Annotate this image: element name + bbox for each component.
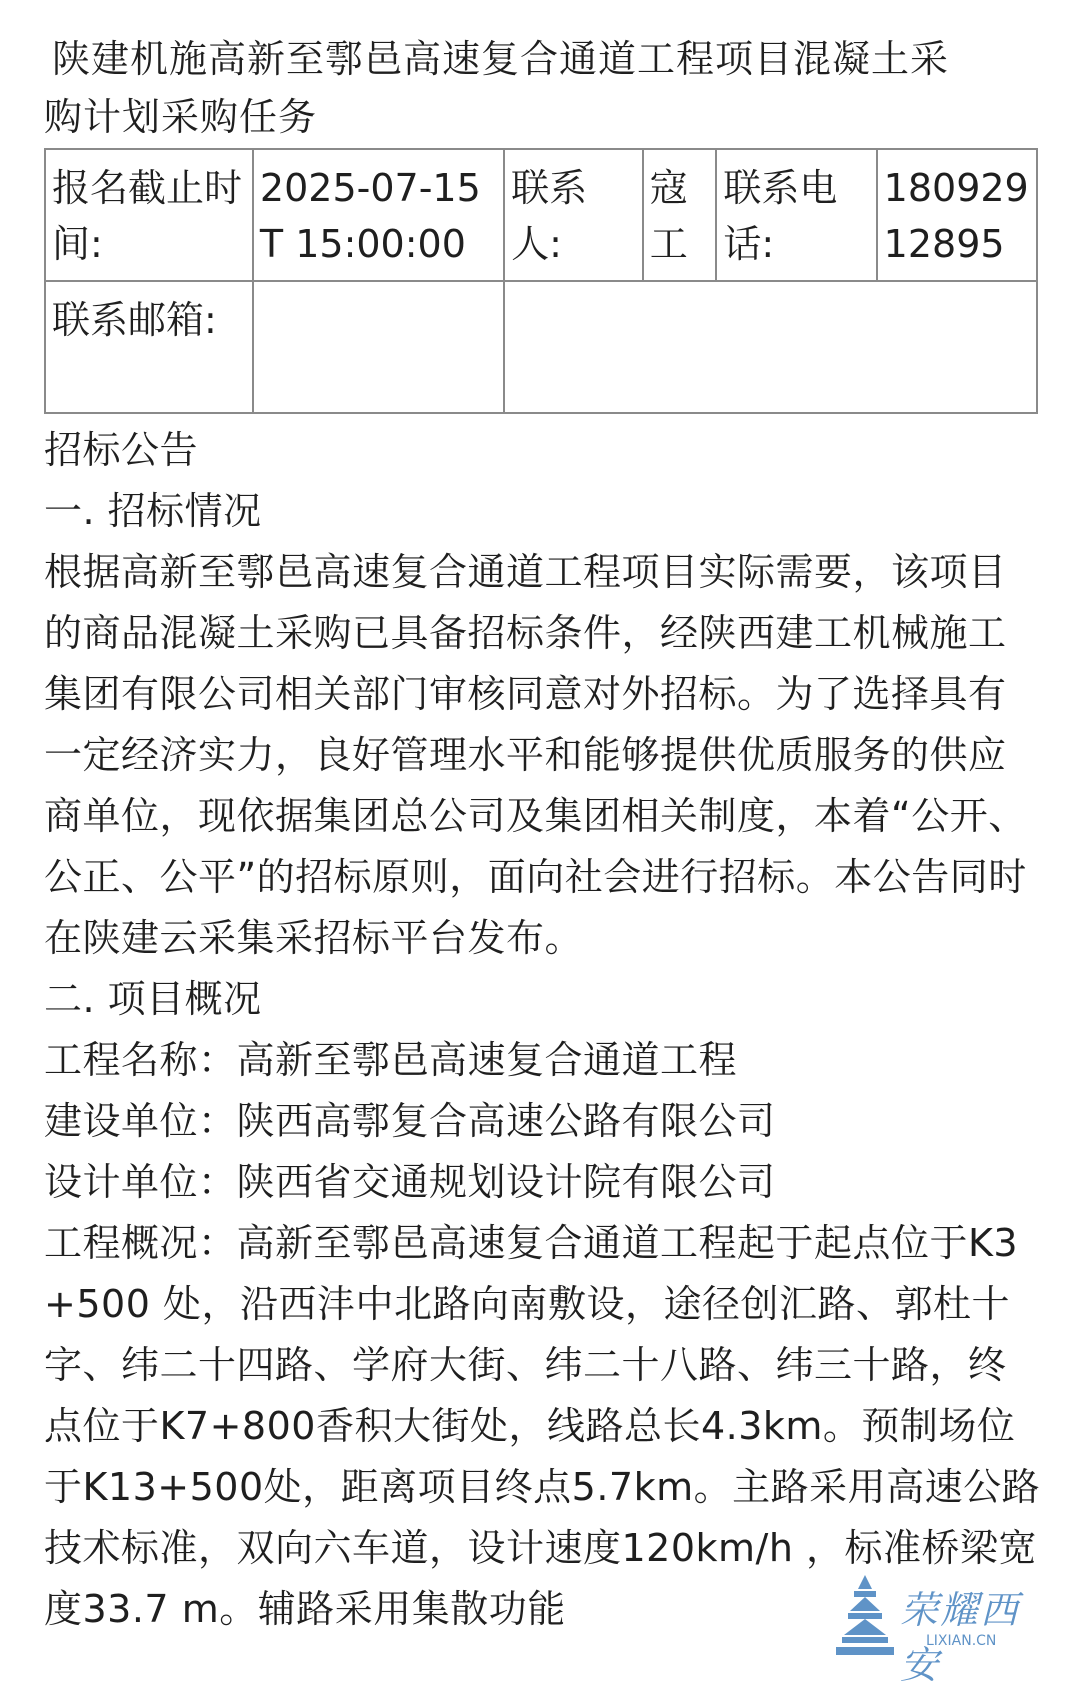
deadline-value: 2025-07-15T 15:00:00 <box>253 149 504 281</box>
email-label: 联系邮箱: <box>45 281 253 413</box>
email-value[interactable] <box>253 281 504 413</box>
paragraph: 工程概况：高新至鄠邑高速复合通道工程起于起点位于K3+500 处，沿西沣中北路向南敷设，途径创汇路、郭杜十字、纬二十四路、学府大街、纬二十八路、纬三十路，终点位于K7+800香积大街处，线路总长4.3km。预制场位于K13+500处，距离项目终点5.7km。主路采用高速公路技术标准，双向六车道，设计速度120km/h ，标准桥梁宽度33.7 m。辅路采用集散功能 <box>44 1221 1041 1631</box>
section-heading: 一. 招标情况 <box>44 489 262 533</box>
paragraph: 建设单位：陕西高鄠复合高速公路有限公司 <box>44 1099 776 1143</box>
table-row <box>45 281 1037 413</box>
tower-icon <box>830 1571 900 1671</box>
paragraph: 根据高新至鄠邑高速复合通道工程项目实际需要，该项目的商品混凝土采购已具备招标条件，经陕西建工机械施工集团有限公司相关部门审核同意对外招标。为了选择具有一定经济实力，良好管理水平和能够提供优质服务的供应商单位，现依据集团总公司及集团相关制度，本着“公开、公正、公平”的招标原则，面向社会进行招标。本公告同时在陕建云采集采招标平台发布。 <box>44 550 1027 960</box>
phone-value[interactable]: 18092912895 <box>877 149 1037 281</box>
phone-label: 联系电话: <box>716 149 876 281</box>
paragraph: 工程名称：高新至鄠邑高速复合通道工程 <box>44 1038 738 1082</box>
registration-info-table <box>44 148 1038 414</box>
section-heading: 招标公告 <box>44 428 199 472</box>
section-heading: 二. 项目概况 <box>44 977 262 1021</box>
watermark-subtext: LIXIAN.CN <box>926 1633 997 1649</box>
contact-value: 寇工 <box>643 149 717 281</box>
deadline-label: 报名截止时间: <box>45 149 253 281</box>
empty-cell <box>504 281 1037 413</box>
page-title <box>44 30 1044 146</box>
announcement-body <box>44 420 1044 1640</box>
table-row <box>45 149 1037 281</box>
title-line-1: 陕建机施高新至鄠邑高速复合通道工程项目混凝土采 <box>52 37 950 81</box>
watermark-text: 荣耀西安 <box>900 1588 1021 1687</box>
watermark <box>830 1565 1040 1687</box>
document-page <box>44 30 1044 1640</box>
contact-label: 联系人: <box>504 149 643 281</box>
title-line-2: 购计划采购任务 <box>44 95 318 139</box>
paragraph: 设计单位：陕西省交通规划设计院有限公司 <box>44 1160 776 1204</box>
